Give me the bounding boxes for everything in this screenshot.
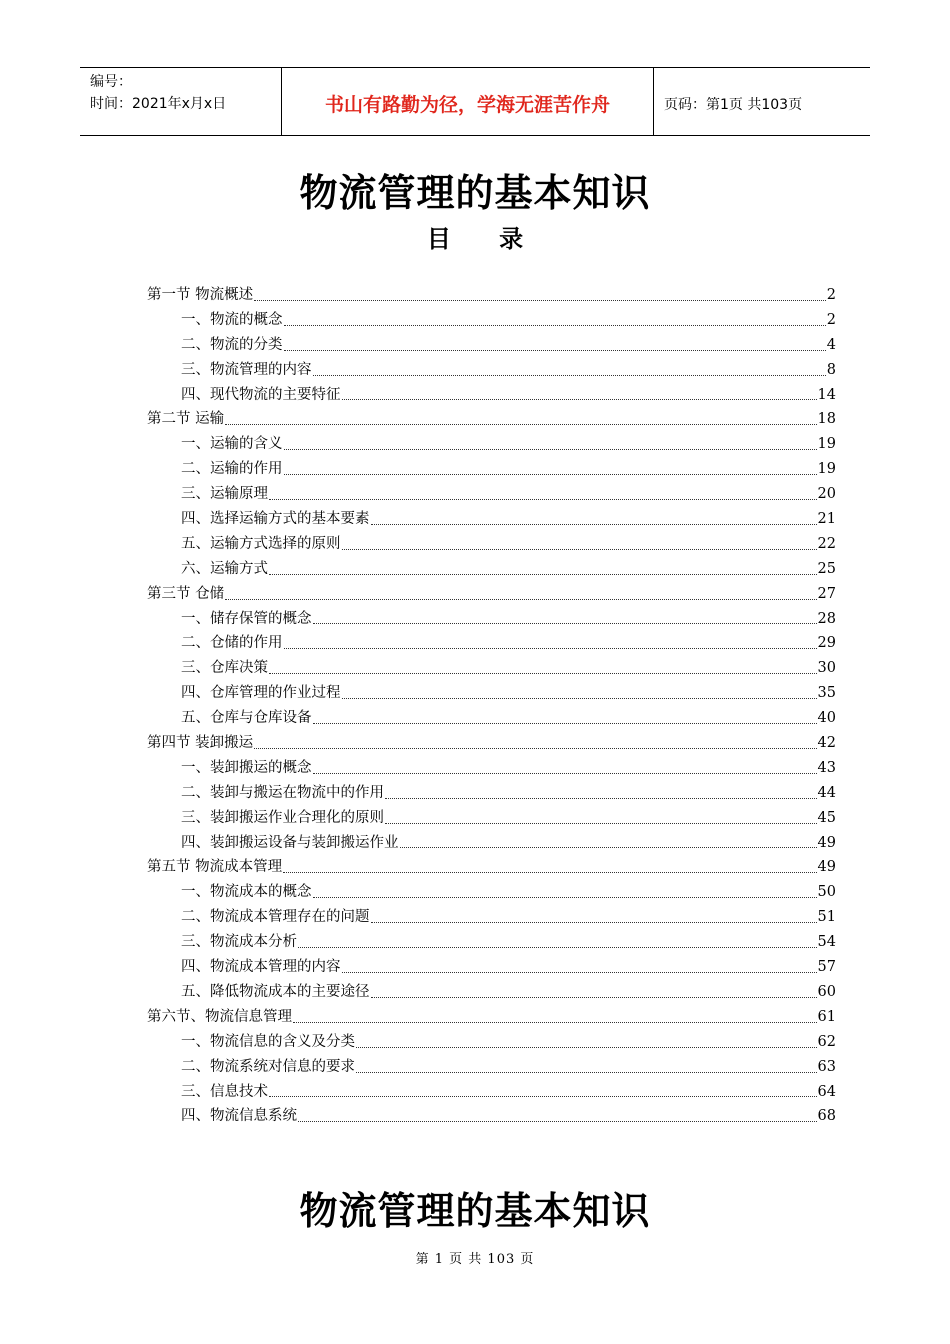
toc-entry-page: 49	[817, 834, 836, 851]
toc-entry-page: 22	[817, 535, 836, 552]
document-time-label: 时间：2021年x月x日	[90, 96, 227, 112]
toc-dot-leader	[356, 1071, 817, 1073]
toc-dot-leader	[400, 846, 817, 848]
header-meta	[80, 68, 281, 135]
document-title: 物流管理的基本知识	[299, 171, 651, 215]
toc-dot-leader	[254, 747, 816, 749]
toc-entry[interactable]	[147, 607, 836, 632]
toc-entry-label: 二、物流成本管理存在的问题	[181, 909, 370, 926]
toc-dot-leader	[313, 772, 817, 774]
toc-entry-page: 30	[817, 660, 836, 677]
toc-heading: 目 录	[426, 225, 544, 253]
toc-dot-leader	[342, 398, 817, 400]
toc-entry-page: 4	[826, 336, 836, 353]
toc-entry-label: 一、装卸搬运的概念	[181, 759, 312, 776]
toc-entry[interactable]	[147, 905, 836, 930]
toc-dot-leader	[342, 548, 817, 550]
toc-entry-label: 第二节 运输	[147, 411, 225, 428]
table-of-contents	[147, 283, 836, 1129]
toc-dot-leader	[313, 374, 826, 376]
toc-entry-page: 2	[826, 287, 836, 303]
toc-entry[interactable]	[147, 1030, 836, 1055]
toc-dot-leader	[284, 647, 817, 649]
toc-entry-page: 63	[817, 1058, 836, 1075]
toc-entry-label: 二、运输的作用	[181, 461, 283, 478]
toc-entry-page: 14	[817, 386, 836, 403]
toc-entry[interactable]	[147, 407, 836, 432]
toc-entry-label: 三、物流成本分析	[181, 934, 297, 951]
toc-dot-leader	[225, 598, 816, 600]
toc-entry[interactable]	[147, 532, 836, 557]
toc-entry-label: 五、仓库与仓库设备	[181, 710, 312, 727]
toc-entry[interactable]	[147, 1055, 836, 1080]
toc-dot-leader	[371, 996, 817, 998]
toc-entry-label: 三、信息技术	[181, 1083, 268, 1100]
toc-entry-label: 四、物流成本管理的内容	[181, 959, 341, 976]
toc-entry[interactable]	[147, 955, 836, 980]
toc-entry-label: 四、选择运输方式的基本要素	[181, 511, 370, 528]
toc-entry-label: 第一节 物流概述	[147, 287, 254, 303]
toc-entry[interactable]	[147, 383, 836, 408]
toc-dot-leader	[298, 1120, 817, 1122]
toc-dot-leader	[254, 299, 826, 301]
toc-entry[interactable]	[147, 457, 836, 482]
toc-entry-page: 57	[817, 959, 836, 976]
toc-entry-label: 六、运输方式	[181, 560, 268, 577]
toc-dot-leader	[342, 971, 817, 973]
toc-entry[interactable]	[147, 557, 836, 582]
toc-dot-leader	[371, 523, 817, 525]
toc-entry[interactable]	[147, 1104, 836, 1129]
toc-entry-label: 四、现代物流的主要特征	[181, 386, 341, 403]
toc-entry-label: 五、运输方式选择的原则	[181, 535, 341, 552]
toc-dot-leader	[284, 448, 817, 450]
toc-dot-leader	[283, 871, 816, 873]
toc-entry[interactable]	[147, 631, 836, 656]
toc-entry-page: 68	[817, 1108, 836, 1125]
toc-entry[interactable]	[147, 731, 836, 756]
toc-entry-page: 43	[817, 759, 836, 776]
toc-entry-label: 二、装卸与搬运在物流中的作用	[181, 784, 384, 801]
toc-entry-label: 一、物流成本的概念	[181, 884, 312, 901]
toc-entry-page: 21	[817, 511, 836, 528]
toc-entry-page: 61	[817, 1008, 836, 1025]
header-page-info: 页码：第1页 共103页	[664, 96, 803, 113]
toc-entry-page: 42	[817, 735, 836, 752]
toc-entry-label: 三、仓库决策	[181, 660, 268, 677]
toc-entry[interactable]	[147, 855, 836, 880]
toc-dot-leader	[313, 622, 817, 624]
toc-dot-leader	[284, 473, 817, 475]
toc-entry-label: 四、装卸搬运设备与装卸搬运作业	[181, 834, 399, 851]
toc-entry-page: 35	[817, 685, 836, 702]
toc-entry-page: 28	[817, 610, 836, 627]
toc-dot-leader	[298, 946, 817, 948]
toc-entry-page: 25	[817, 560, 836, 577]
toc-dot-leader	[313, 896, 817, 898]
toc-dot-leader	[371, 921, 817, 923]
toc-entry-label: 一、物流的概念	[181, 311, 283, 328]
toc-dot-leader	[313, 722, 817, 724]
toc-entry-label: 四、仓库管理的作业过程	[181, 685, 341, 702]
page-header	[80, 67, 870, 136]
toc-entry[interactable]	[147, 582, 836, 607]
toc-entry[interactable]	[147, 781, 836, 806]
toc-entry[interactable]	[147, 880, 836, 905]
toc-dot-leader	[385, 797, 817, 799]
toc-entry[interactable]	[147, 656, 836, 681]
toc-entry-label: 三、运输原理	[181, 486, 268, 503]
toc-dot-leader	[269, 672, 817, 674]
toc-entry-label: 第三节 仓储	[147, 585, 225, 602]
toc-entry-label: 三、物流管理的内容	[181, 361, 312, 378]
toc-entry[interactable]	[147, 806, 836, 831]
toc-dot-leader	[284, 324, 826, 326]
toc-entry-page: 50	[817, 884, 836, 901]
toc-dot-leader	[269, 1095, 817, 1097]
body-title: 物流管理的基本知识	[299, 1189, 651, 1233]
toc-entry-label: 一、运输的含义	[181, 436, 283, 453]
toc-entry[interactable]	[147, 706, 836, 731]
toc-entry-label: 一、物流信息的含义及分类	[181, 1033, 355, 1050]
toc-dot-leader	[269, 498, 817, 500]
toc-entry-label: 二、仓储的作用	[181, 635, 283, 652]
toc-dot-leader	[225, 423, 816, 425]
toc-entry[interactable]	[147, 681, 836, 706]
toc-entry-label: 第六节、物流信息管理	[147, 1008, 292, 1025]
toc-entry-page: 2	[826, 311, 836, 328]
toc-dot-leader	[342, 697, 817, 699]
toc-entry-label: 第四节 装卸搬运	[147, 735, 254, 752]
toc-entry[interactable]	[147, 980, 836, 1005]
toc-entry-page: 29	[817, 635, 836, 652]
toc-entry[interactable]	[147, 831, 836, 856]
toc-entry-page: 40	[817, 710, 836, 727]
toc-entry[interactable]	[147, 930, 836, 955]
toc-entry-page: 54	[817, 934, 836, 951]
toc-entry-label: 二、物流的分类	[181, 336, 283, 353]
toc-entry-page: 8	[826, 361, 836, 378]
toc-dot-leader	[385, 822, 817, 824]
toc-dot-leader	[284, 349, 826, 351]
toc-entry[interactable]	[147, 1005, 836, 1030]
toc-entry-page: 20	[817, 486, 836, 503]
toc-entry-page: 60	[817, 983, 836, 1000]
toc-entry-page: 45	[817, 809, 836, 826]
toc-entry-page: 64	[817, 1083, 836, 1100]
page-footer: 第 1 页 共 103 页	[415, 1252, 535, 1267]
toc-entry-label: 三、装卸搬运作业合理化的原则	[181, 809, 384, 826]
toc-entry[interactable]	[147, 756, 836, 781]
toc-entry[interactable]	[147, 507, 836, 532]
toc-entry-label: 一、储存保管的概念	[181, 610, 312, 627]
toc-entry-page: 18	[817, 411, 836, 428]
toc-entry[interactable]	[147, 283, 836, 308]
toc-entry-label: 五、降低物流成本的主要途径	[181, 983, 370, 1000]
toc-entry[interactable]	[147, 358, 836, 383]
toc-dot-leader	[356, 1046, 817, 1048]
toc-entry-page: 19	[817, 461, 836, 478]
toc-entry-label: 第五节 物流成本管理	[147, 859, 283, 876]
toc-entry[interactable]	[147, 333, 836, 358]
document-number-label: 编号：	[90, 74, 132, 90]
toc-entry[interactable]	[147, 432, 836, 457]
toc-entry-page: 19	[817, 436, 836, 453]
toc-entry[interactable]	[147, 1080, 836, 1105]
toc-entry[interactable]	[147, 308, 836, 333]
toc-entry-page: 49	[817, 859, 836, 876]
toc-dot-leader	[293, 1021, 817, 1023]
toc-entry-page: 27	[817, 585, 836, 602]
toc-entry[interactable]	[147, 482, 836, 507]
toc-entry-label: 四、物流信息系统	[181, 1108, 297, 1125]
toc-entry-page: 51	[817, 909, 836, 926]
toc-entry-label: 二、物流系统对信息的要求	[181, 1058, 355, 1075]
header-motto: 书山有路勤为径，学海无涯苦作舟	[281, 68, 654, 135]
toc-entry-page: 44	[817, 784, 836, 801]
toc-entry-page: 62	[817, 1033, 836, 1050]
toc-dot-leader	[269, 573, 817, 575]
